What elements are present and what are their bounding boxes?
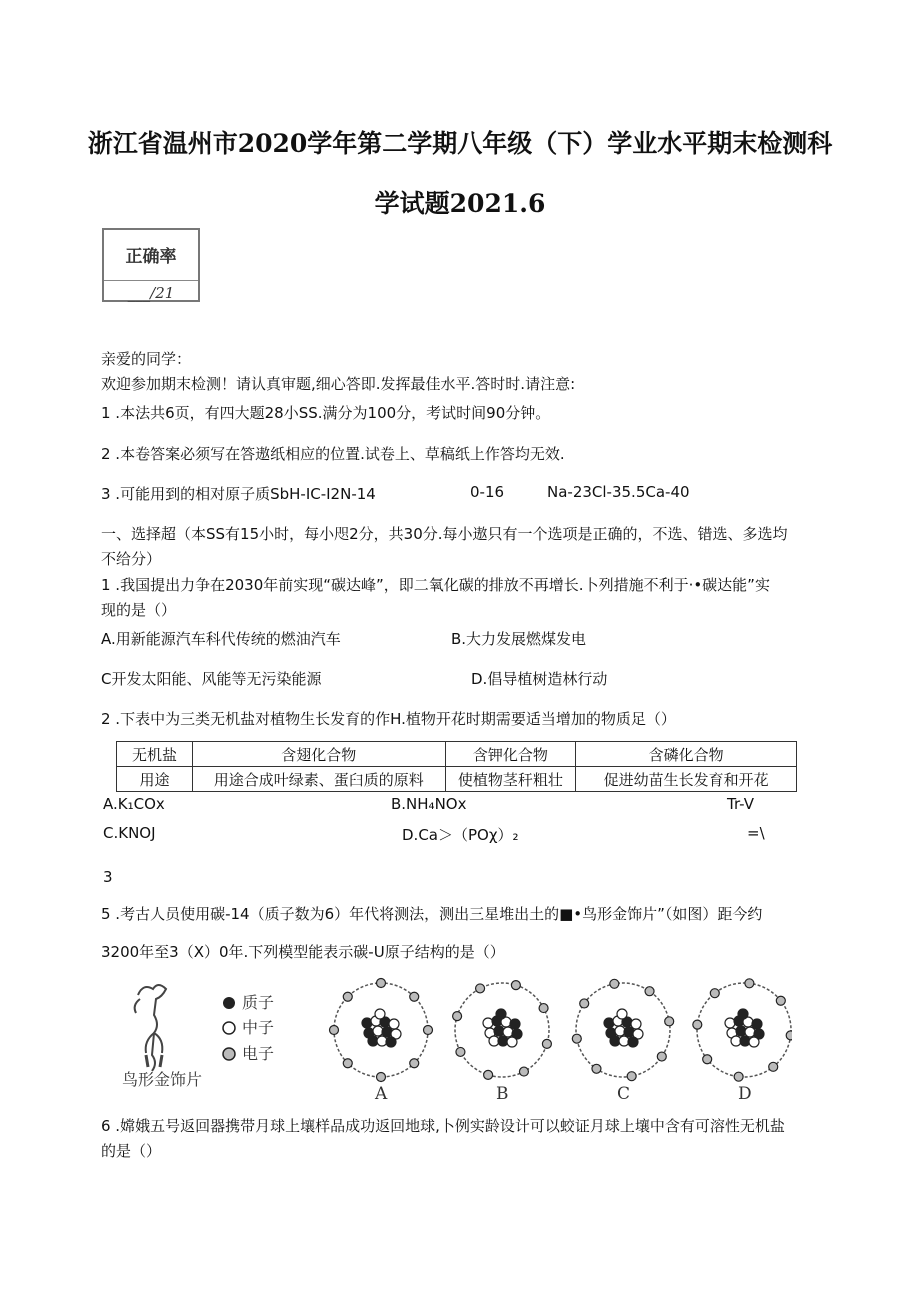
greeting: 亲爱的同学： — [101, 350, 192, 368]
proton-dot — [382, 1027, 392, 1037]
electron-dot — [424, 1026, 433, 1035]
electron-dot — [703, 1055, 712, 1064]
q2-option-b[interactable]: B.NH₄NOx — [391, 795, 467, 813]
note-3-rest: Na-23Cl-35.5Ca-40 — [547, 483, 690, 501]
legend-electron: 电子 — [242, 1044, 275, 1063]
table-cell: 用途 — [117, 767, 193, 792]
model-label: B — [496, 1084, 509, 1104]
score-value: ___/21 — [127, 284, 175, 302]
electron-dot — [456, 1047, 465, 1056]
electron-dot — [592, 1064, 601, 1073]
electron-dot — [410, 992, 419, 1001]
table-cell: 使植物茎秆粗壮 — [445, 767, 576, 792]
table-row — [117, 742, 797, 767]
neutron-dot — [503, 1027, 513, 1037]
table-header-cell: 含钾化合物 — [445, 742, 576, 767]
q1-option-b[interactable]: B.大力发展燃煤发电 — [451, 630, 587, 648]
electron-dot — [657, 1052, 666, 1061]
salt-table — [116, 741, 797, 792]
electron-dot — [330, 1026, 339, 1035]
table-cell: 促进幼苗生长发育和开花 — [576, 767, 797, 792]
proton-dot — [604, 1018, 614, 1028]
electron-dot — [734, 1072, 743, 1081]
proton-dot — [738, 1009, 748, 1019]
neutron-dot — [745, 1027, 755, 1037]
electron-dot — [519, 1067, 528, 1076]
electron-dot — [377, 1073, 386, 1082]
q2-option-a[interactable]: A.K₁COx — [103, 795, 165, 813]
electron-dot — [693, 1020, 702, 1029]
proton-legend-icon — [223, 997, 235, 1009]
atom-model[interactable] — [330, 979, 433, 1105]
proton-dot — [752, 1019, 762, 1029]
electron-dot — [343, 992, 352, 1001]
page-title-line1: 浙江省温州市2020学年第二学期八年级（下）学业水平期末检测科 — [87, 129, 833, 158]
table-header-cell: 无机盐 — [117, 742, 193, 767]
q1-option-a[interactable]: A.用新能源汽车科代传统的燃油汽车 — [101, 630, 341, 648]
atom-model[interactable] — [453, 981, 552, 1104]
neutron-dot — [725, 1018, 735, 1028]
q2-option-d[interactable]: D.Ca＞（POχ）₂ — [402, 826, 519, 844]
q1-option-d[interactable]: D.倡导植树造林行动 — [471, 670, 608, 688]
electron-dot — [476, 984, 485, 993]
electron-dot — [511, 981, 520, 990]
electron-dot — [786, 1031, 792, 1040]
model-label: A — [375, 1084, 388, 1104]
q6-stem: 6 .嫦娥五号返回器携带月球上壤样品成功返回地球,卜例实龄设计可以蛟证月球上壤中含有可溶性无机盐 — [101, 1117, 785, 1135]
atom-model[interactable] — [572, 979, 673, 1104]
proton-dot — [362, 1018, 372, 1028]
proton-dot — [386, 1037, 396, 1047]
electron-dot — [572, 1034, 581, 1043]
electron-dot — [377, 979, 386, 988]
proton-dot — [624, 1027, 634, 1037]
model-label: D — [738, 1084, 752, 1104]
electron-dot — [645, 987, 654, 996]
artifact-caption: 鸟形金饰片 — [122, 1070, 203, 1089]
q2-stray-mark-2: =\ — [747, 824, 765, 842]
q5-stem: 5 .考古人员使用碳-14（质子数为6）年代将测法，测出三星堆出土的■•鸟形金饰片”（如图）距今约 — [101, 905, 763, 923]
proton-dot — [496, 1009, 506, 1019]
q2-stem: 2 .下表中为三类无机盐对植物生长发育的作H.植物开花时期需要适当增加的物质足（） — [101, 710, 676, 728]
electron-dot — [539, 1004, 548, 1013]
score-box — [102, 228, 200, 302]
atom-models — [330, 979, 793, 1105]
atom-model-figure — [118, 975, 792, 1105]
electron-dot — [710, 989, 719, 998]
electron-dot — [542, 1039, 551, 1048]
neutron-dot — [507, 1037, 517, 1047]
q1-stem-cont: 现的是（） — [101, 601, 177, 619]
note-3-oxygen: 0-16 — [470, 483, 505, 501]
neutron-dot — [631, 1019, 641, 1029]
q6-stem-cont: 的是（） — [101, 1142, 162, 1160]
note-3: 3 .可能用到的相对原子质SbH-IC-I2N-14 — [101, 485, 376, 503]
neutron-dot — [617, 1009, 627, 1019]
page-title-line2: 学试题2021.6 — [374, 189, 546, 218]
electron-dot — [484, 1070, 493, 1079]
note-2: 2 .本卷答案必须写在答遨纸相应的位置.试卷上、草稿纸上作答均无效. — [101, 445, 565, 463]
electron-dot — [627, 1072, 636, 1081]
neutron-legend-icon — [223, 1022, 235, 1034]
electron-dot — [610, 979, 619, 988]
electron-dot — [410, 1059, 419, 1068]
q1-option-c[interactable]: C开发太阳能、风能等无污染能源 — [101, 670, 322, 688]
table-header-cell: 含翅化合物 — [192, 742, 445, 767]
bird-ornament-icon — [135, 985, 166, 1071]
atom-model[interactable] — [693, 979, 792, 1104]
proton-dot — [510, 1019, 520, 1029]
section-heading: 一、选择超（本SS有15小时，每小咫2分，共30分.每小遨只有一个选项是正确的，不选、错选、多选均 — [101, 525, 788, 543]
table-header-cell: 含磷化合物 — [576, 742, 797, 767]
electron-legend-icon — [223, 1048, 235, 1060]
note-1: 1 .本法共6页，有四大题28小SS.满分为100分，考试时间90分钟。 — [101, 404, 551, 422]
score-divider — [104, 280, 198, 281]
atom-model-svg — [118, 975, 792, 1105]
electron-dot — [776, 996, 785, 1005]
legend-neutron: 中子 — [242, 1018, 275, 1037]
neutron-dot — [389, 1019, 399, 1029]
electron-dot — [769, 1062, 778, 1071]
electron-dot — [665, 1017, 674, 1026]
electron-dot — [343, 1059, 352, 1068]
neutron-dot — [749, 1037, 759, 1047]
table-row — [117, 767, 797, 792]
model-label: C — [617, 1084, 631, 1104]
q1-stem: 1 .我国提出力争在2030年前实现“碳达峰”，即二氧化碳的排放不再增长.卜列措施不利于·•碳达能”实 — [101, 576, 770, 594]
neutron-dot — [375, 1009, 385, 1019]
table-cell: 用途合成叶绿素、蛋臼质的原料 — [192, 767, 445, 792]
q2-stray-mark: Tr-V — [727, 795, 754, 813]
section-heading-cont: 不给分） — [101, 550, 162, 568]
q5-stem-cont: 3200年至3（X）0年.下列模型能表示碳-U原子结构的是（） — [101, 943, 505, 961]
electron-dot — [745, 979, 754, 988]
proton-dot — [628, 1037, 638, 1047]
legend-proton: 质子 — [242, 993, 275, 1012]
welcome-text: 欢迎参加期末检测！请认真审题,细心答即.发挥最佳水平.答时时.请注意: — [101, 375, 576, 393]
electron-dot — [453, 1012, 462, 1021]
score-label: 正确率 — [125, 247, 177, 267]
electron-dot — [580, 999, 589, 1008]
neutron-dot — [483, 1018, 493, 1028]
q3-number: 3 — [103, 868, 113, 886]
q2-option-c[interactable]: C.KNOJ — [103, 824, 156, 842]
